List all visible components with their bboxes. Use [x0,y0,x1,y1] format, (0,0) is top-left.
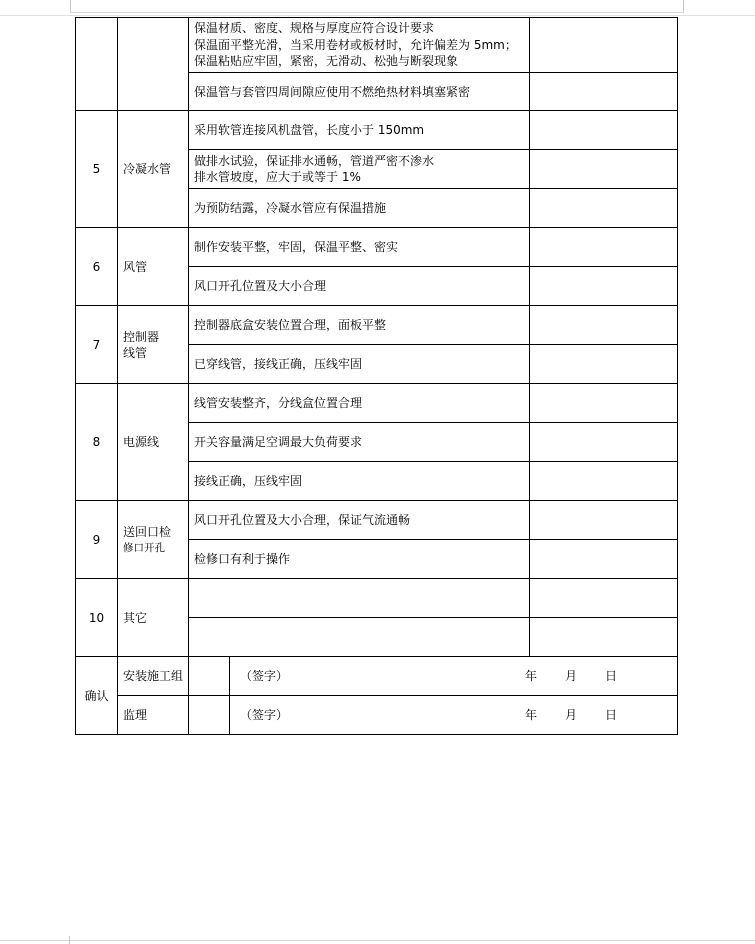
day-label: 日 [605,708,618,722]
item-name-cell [118,579,189,657]
table-row [76,501,678,540]
item-name-cell [118,228,189,306]
requirement-cell [189,501,530,540]
result-cell[interactable] [530,579,678,618]
result-cell[interactable] [530,18,678,73]
requirement-cell [189,111,530,150]
requirement-cell [189,73,530,111]
item-name-text: 修口开孔 [123,541,165,554]
item-name-text: 风管 [123,259,148,274]
item-number-cell: 9 [76,501,118,579]
requirement-cell [189,540,530,579]
month-label: 月 [565,669,578,683]
result-cell[interactable] [530,189,678,228]
table-row [76,228,678,267]
requirement-cell [189,423,530,462]
item-name-cell [118,501,189,579]
table-row [76,111,678,150]
requirement-cell [189,189,530,228]
signature-cell[interactable] [189,657,678,696]
item-name-cell [118,18,189,111]
requirement-text: 排水管坡度，应大于或等于 1% [194,170,361,184]
item-number-cell: 6 [76,228,118,306]
result-cell[interactable] [530,345,678,384]
requirement-text: 制作安装平整，牢固，保温平整、密实 [194,240,399,254]
signature-cell[interactable] [189,696,678,735]
item-name-text: 控制器 [123,329,160,344]
requirement-text: 检修口有利于操作 [194,552,291,566]
item-number-cell: 5 [76,111,118,228]
item-number-cell: 7 [76,306,118,384]
result-cell[interactable] [530,423,678,462]
ruler-line-bottom [0,940,755,941]
requirement-cell [189,150,530,189]
requirement-text: 开关容量满足空调最大负荷要求 [194,435,363,449]
result-cell[interactable] [530,384,678,423]
requirement-cell[interactable] [189,579,530,618]
item-name-text: 电源线 [123,435,160,449]
item-name-cell [118,306,189,384]
page-top-edge [70,0,684,13]
result-cell[interactable] [530,228,678,267]
year-label: 年 [525,708,538,722]
confirm-label-cell: 确认 [76,657,118,735]
confirm-row [76,696,678,735]
requirement-text: 线管安装整齐，分线盒位置合理 [194,396,363,410]
item-name-text: 线管 [123,345,148,360]
requirement-text: 采用软管连接风机盘管，长度小于 150mm [194,123,425,137]
role-cell [118,657,189,696]
requirement-text: 保温面平整光滑，当采用卷材或板材时，允许偏差为 5mm； [194,37,517,52]
item-number-cell: 8 [76,384,118,501]
result-cell[interactable] [530,150,678,189]
requirement-text: 为预防结露，冷凝水管应有保温措施 [194,201,387,215]
result-cell[interactable] [530,618,678,657]
requirement-text: 接线正确，压线牢固 [194,474,303,488]
result-cell[interactable] [530,540,678,579]
requirement-text: 风口开孔位置及大小合理，保证气流通畅 [194,513,411,527]
role-label: 安装施工组 [123,669,184,683]
requirement-text: 风口开孔位置及大小合理 [194,279,327,293]
signature-label: （签字） [240,669,289,683]
year-label: 年 [525,669,538,683]
table-row [76,306,678,345]
day-label: 日 [605,669,618,683]
item-name-text: 冷凝水管 [123,162,172,176]
item-name-cell [118,111,189,228]
item-number-cell: 10 [76,579,118,657]
result-cell[interactable] [530,306,678,345]
item-number-cell [76,18,118,111]
requirement-text: 做排水试验，保证排水通畅，管道严密不渗水 [194,154,435,168]
month-label: 月 [565,708,578,722]
result-cell[interactable] [530,111,678,150]
requirement-cell [189,267,530,306]
ruler-line-top [0,15,755,16]
confirm-row [76,657,678,696]
requirement-cell [189,384,530,423]
date-fields[interactable] [525,707,625,723]
requirement-cell [189,462,530,501]
result-cell[interactable] [530,501,678,540]
result-cell[interactable] [530,267,678,306]
requirement-text: 保温粘贴应牢固，紧密，无滑动、松弛与断裂现象 [194,54,459,69]
table-row [76,384,678,423]
item-name-cell [118,384,189,501]
requirement-cell [189,345,530,384]
requirement-text: 已穿线管，接线正确，压线牢固 [194,357,363,371]
page-corner-mark [69,936,70,944]
requirement-cell [189,18,530,73]
signature-label: （签字） [240,708,289,722]
role-label: 监理 [123,708,148,722]
requirement-cell [189,306,530,345]
date-fields[interactable] [525,668,625,684]
requirement-text: 控制器底盒安装位置合理，面板平整 [194,318,387,332]
table-row [76,579,678,618]
result-cell[interactable] [530,73,678,111]
item-name-text: 送回口检 [123,524,172,539]
inspection-table [75,17,678,735]
requirement-text: 保温材质、密度、规格与厚度应符合设计要求 [194,21,435,36]
table-row [76,18,678,73]
requirement-cell [189,228,530,267]
requirement-text: 保温管与套管四周间隙应使用不燃绝热材料填塞紧密 [194,84,471,99]
requirement-cell[interactable] [189,618,530,657]
result-cell[interactable] [530,462,678,501]
item-name-text: 其它 [123,610,148,625]
role-cell [118,696,189,735]
